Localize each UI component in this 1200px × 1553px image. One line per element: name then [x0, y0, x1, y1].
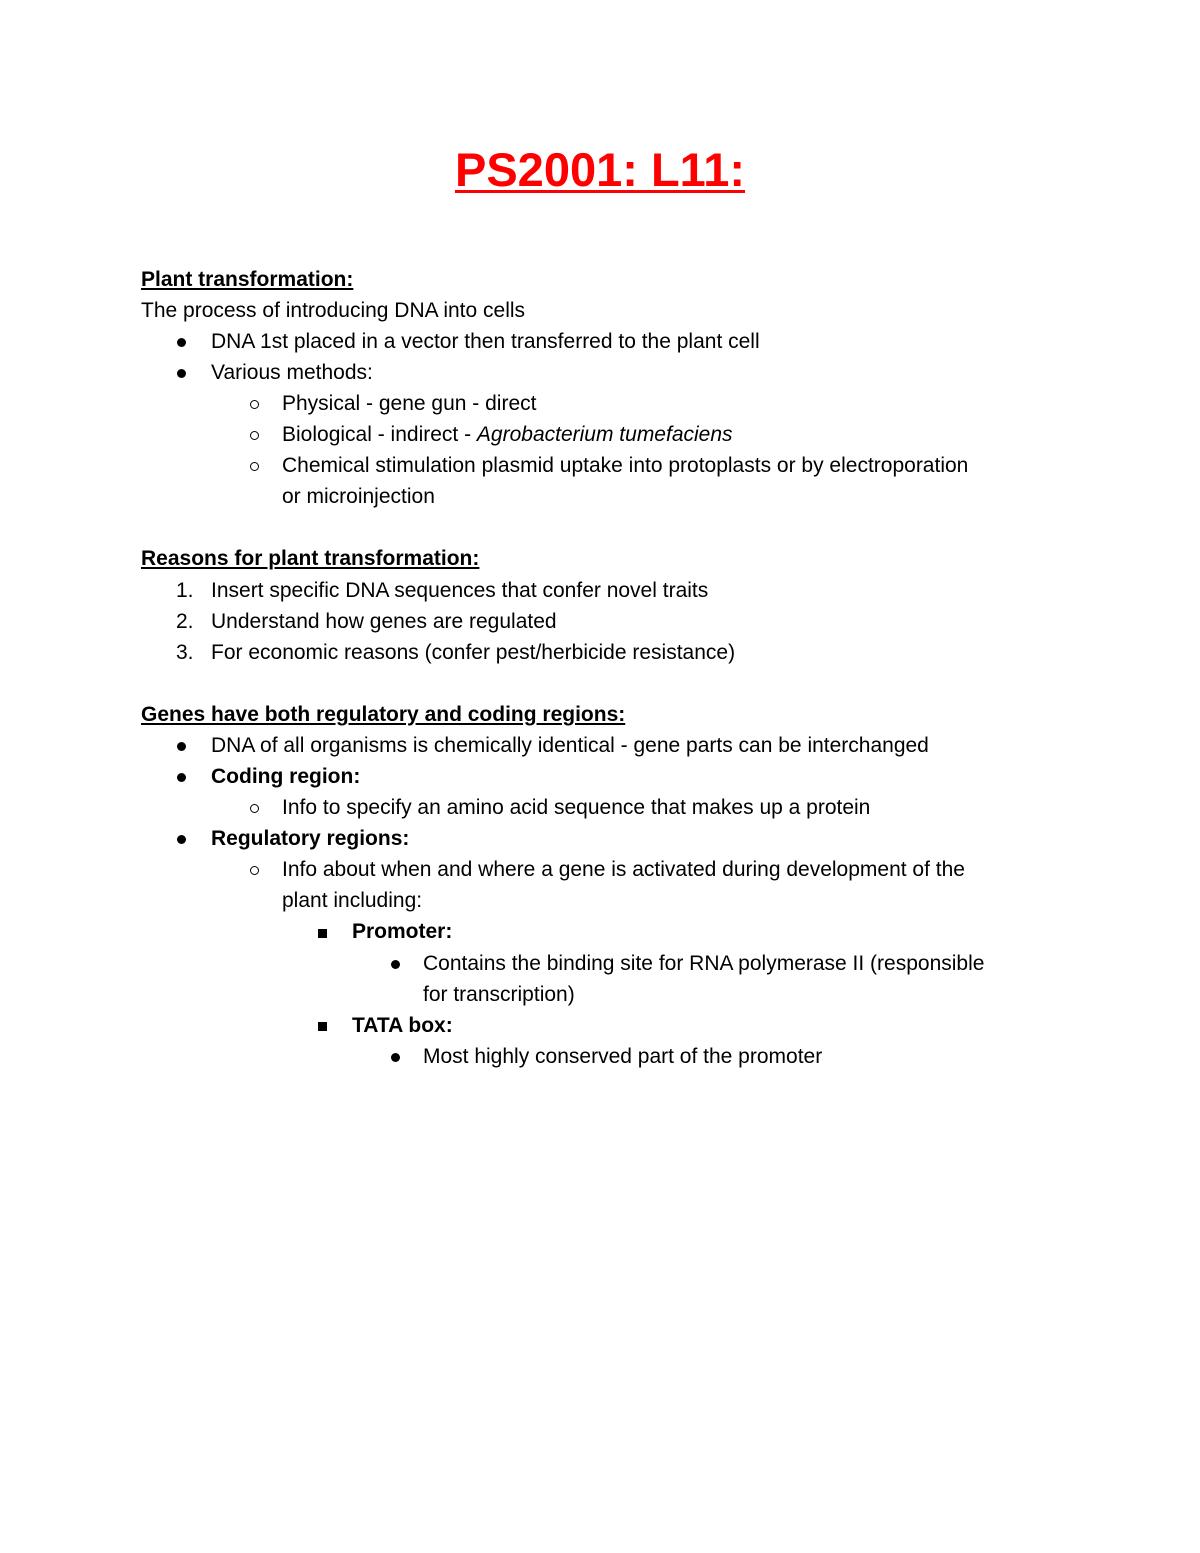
list-item-continuation: plant including: [282, 889, 423, 912]
bullet-dot-icon [177, 369, 186, 378]
section-heading-genes: Genes have both regulatory and coding regions: [141, 703, 626, 726]
bullet-dot-icon [177, 835, 186, 844]
bullet-circle-icon [250, 804, 259, 813]
list-item: Physical - gene gun - direct [282, 392, 537, 415]
list-item: Contains the binding site for RNA polymerase II (responsible [423, 952, 985, 975]
list-item: DNA of all organisms is chemically identical - gene parts can be interchanged [211, 734, 929, 757]
list-item [282, 419, 733, 450]
list-item: Chemical stimulation plasmid uptake into protoplasts or by electroporation [282, 454, 969, 477]
list-item: Most highly conserved part of the promoter [423, 1045, 823, 1068]
list-item: For economic reasons (confer pest/herbicide resistance) [211, 641, 736, 664]
bullet-square-icon [318, 1022, 327, 1031]
list-item-tata-box: TATA box: [352, 1014, 453, 1037]
list-item: DNA 1st placed in a vector then transferred to the plant cell [211, 330, 760, 353]
bullet-circle-icon [250, 866, 259, 875]
bullet-square-icon [318, 929, 327, 938]
list-item: Insert specific DNA sequences that confer novel traits [211, 579, 709, 602]
list-item: Various methods: [211, 361, 373, 384]
bullet-circle-icon [250, 462, 259, 471]
bullet-dot-icon [391, 960, 400, 969]
bullet-circle-icon [250, 431, 259, 440]
section-intro: The process of introducing DNA into cells [141, 299, 526, 322]
bullet-dot-icon [391, 1053, 400, 1062]
list-item-promoter: Promoter: [352, 920, 453, 943]
bullet-circle-icon [250, 400, 259, 409]
list-item: Understand how genes are regulated [211, 610, 557, 633]
list-item-regulatory-regions: Regulatory regions: [211, 827, 410, 850]
list-item: Info about when and where a gene is activated during development of the [282, 858, 965, 881]
list-item-coding-region: Coding region: [211, 765, 361, 788]
list-item-continuation: or microinjection [282, 485, 435, 508]
page-title: PS2001: L11: [454, 143, 745, 196]
list-item-text: Biological - indirect - [282, 423, 477, 446]
bullet-dot-icon [177, 742, 186, 751]
list-item-continuation: for transcription) [423, 983, 575, 1006]
section-heading-plant-transformation: Plant transformation: [141, 268, 354, 291]
species-name: Agrobacterium tumefaciens [476, 423, 733, 446]
section-heading-reasons: Reasons for plant transformation: [141, 547, 480, 570]
bullet-dot-icon [177, 773, 186, 782]
list-item: Info to specify an amino acid sequence that makes up a protein [282, 796, 871, 819]
list-number: 2. [176, 610, 194, 633]
bullet-dot-icon [177, 338, 186, 347]
list-number: 1. [176, 579, 194, 602]
list-number: 3. [176, 641, 194, 664]
